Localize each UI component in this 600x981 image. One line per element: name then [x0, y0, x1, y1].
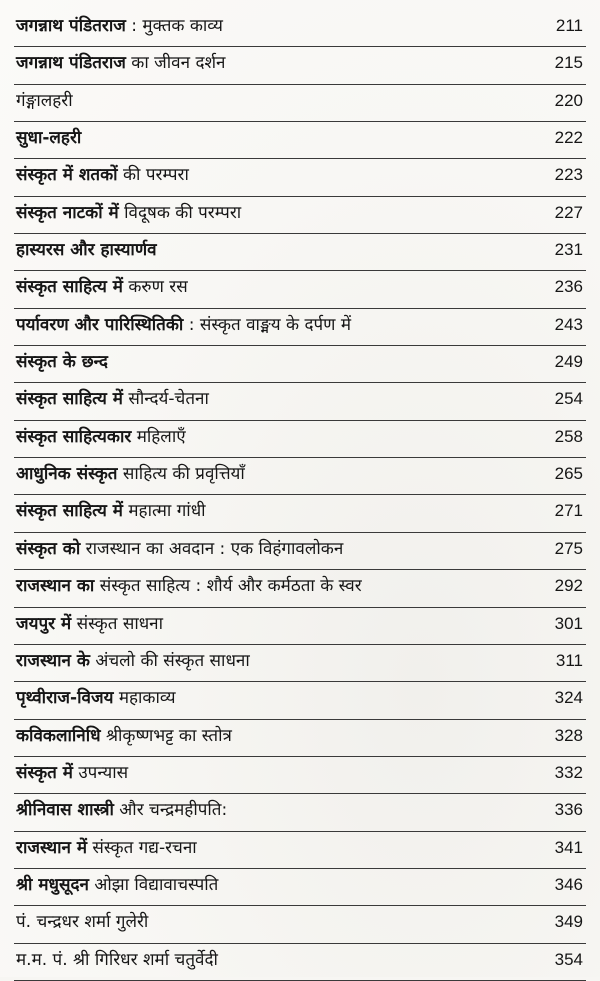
- toc-entry-title: [16, 126, 81, 150]
- toc-entry-title-bold: हास्यरस और हास्यार्णव: [16, 240, 157, 261]
- toc-entry: [14, 10, 586, 47]
- toc-entry: [14, 197, 586, 234]
- toc-entry: [14, 234, 586, 271]
- toc-entry-title: [16, 201, 241, 225]
- toc-entry-title: [16, 873, 218, 897]
- toc-entry-page-number: 223: [554, 165, 583, 185]
- toc-entry: [14, 495, 586, 532]
- toc-entry-title: [16, 537, 343, 561]
- toc-entry-title: [16, 724, 232, 748]
- toc-entry-title-bold: संस्कृत साहित्यकार: [16, 426, 132, 447]
- toc-entry-page-number: 271: [554, 501, 583, 521]
- toc-entry-title: [16, 89, 73, 113]
- toc-entry-page-number: 243: [554, 314, 583, 334]
- toc-entry: [14, 159, 586, 196]
- toc-entry-title-rest: महात्मा गांधी: [122, 501, 206, 522]
- toc-entry-page-number: 220: [554, 90, 583, 110]
- toc-entry-title: [16, 350, 108, 374]
- toc-entry-title: [16, 51, 225, 75]
- toc-entry-page-number: 231: [554, 240, 583, 260]
- toc-entry: [14, 458, 586, 495]
- toc-entry: [14, 570, 586, 607]
- toc-entry-title: [16, 686, 176, 710]
- toc-entry: [14, 533, 586, 570]
- toc-entry-page-number: 222: [554, 128, 583, 148]
- toc-entry-title-bold: संस्कृत साहित्य में: [16, 277, 123, 298]
- toc-entry-title-bold: श्रीनिवास शास्त्री: [16, 800, 114, 821]
- toc-entry: [14, 720, 586, 757]
- toc-entry-page-number: 236: [554, 277, 583, 297]
- toc-entry-page-number: 301: [554, 613, 583, 633]
- toc-entry-page-number: 292: [554, 576, 583, 596]
- toc-entry-title: [16, 499, 206, 523]
- toc-entry-title-rest: अंचलो की संस्कृत साधना: [89, 650, 250, 671]
- toc-entry-title: [16, 798, 227, 822]
- toc-entry-page-number: 311: [555, 650, 583, 670]
- toc-entry-title-bold: राजस्थान का: [16, 576, 95, 597]
- toc-entry-title-rest: : मुक्तक काव्य: [125, 16, 223, 36]
- toc-entry: [14, 122, 586, 159]
- toc-entry-title-bold: कविकलानिधि: [16, 725, 101, 746]
- toc-entry: [14, 645, 586, 682]
- toc-entry-page-number: 349: [554, 912, 583, 932]
- toc-entry-title: [16, 387, 209, 411]
- toc-entry-title-bold: सुधा-लहरी: [16, 128, 82, 149]
- toc-entry: [14, 271, 586, 308]
- toc-entry-title: [16, 948, 218, 972]
- toc-entry-title: [16, 14, 223, 38]
- toc-entry-title-bold: संस्कृत नाटकों में: [16, 202, 119, 223]
- toc-entry: [14, 346, 586, 383]
- toc-entry: [14, 608, 586, 645]
- toc-entry-page-number: 258: [554, 426, 583, 446]
- toc-entry-title-bold: संस्कृत में: [16, 762, 73, 783]
- toc-entry-title-bold: संस्कृत को: [16, 538, 81, 559]
- toc-entry-title: [16, 163, 189, 187]
- toc-entry-title-rest: का जीवन दर्शन: [125, 53, 226, 74]
- toc-entry-title-rest: संस्कृत साधना: [71, 613, 164, 634]
- toc-entry-title-bold: आधुनिक संस्कृत: [16, 464, 118, 485]
- toc-entry-title-rest: राजस्थान का अवदान : एक विहंगावलोकन: [80, 538, 344, 559]
- toc-entry-title-rest: उपन्यास: [72, 762, 129, 783]
- toc-entry: [14, 906, 586, 943]
- toc-entry-title-rest: विदूषक की परम्परा: [118, 202, 242, 223]
- toc-entry-page-number: 354: [554, 949, 583, 969]
- toc-entry-title-rest: और चन्द्रमहीपति:: [113, 800, 228, 821]
- table-of-contents: [14, 10, 586, 981]
- toc-entry-title: [16, 836, 197, 860]
- toc-entry-page-number: 328: [554, 725, 583, 745]
- toc-entry-title: [16, 313, 351, 337]
- toc-entry-page-number: 275: [554, 538, 583, 558]
- toc-entry: [14, 383, 586, 420]
- toc-entry-title-rest: संस्कृत साहित्य : शौर्य और कर्मठता के स्वर: [94, 576, 362, 597]
- toc-entry-title-rest: गंङ्गालहरी: [16, 90, 73, 111]
- toc-entry-title-bold: जगन्नाथ पंडितराज: [16, 53, 126, 74]
- toc-entry: [14, 757, 586, 794]
- toc-entry-page-number: 346: [554, 874, 583, 894]
- toc-entry-title-bold: पृथ्वीराज-विजय: [16, 688, 114, 709]
- toc-entry-page-number: 265: [554, 464, 583, 484]
- toc-entry: [14, 682, 586, 719]
- toc-entry-title-bold: संस्कृत साहित्य में: [16, 389, 123, 410]
- toc-entry-page-number: 336: [554, 800, 583, 820]
- toc-entry: [14, 832, 586, 869]
- toc-entry-page-number: 211: [555, 16, 583, 35]
- toc-entry-title-rest: म.म. पं. श्री गिरिधर शर्मा चतुर्वेदी: [16, 949, 218, 970]
- toc-entry: [14, 869, 586, 906]
- toc-entry-title-rest: महिलाएँ: [131, 426, 186, 447]
- toc-entry-title-rest: श्रीकृष्णभट्ट का स्तोत्र: [100, 725, 232, 746]
- toc-entry-title: [16, 574, 362, 598]
- toc-entry-title: [16, 425, 186, 449]
- toc-entry-page-number: 215: [554, 53, 583, 73]
- toc-entry-title-bold: पर्यावरण और पारिस्थितिकी: [16, 314, 184, 335]
- toc-entry-title-rest: पं. चन्द्रधर शर्मा गुलेरी: [16, 912, 149, 933]
- toc-entry-title: [16, 612, 163, 636]
- toc-entry-title: [16, 238, 157, 262]
- toc-entry-title-rest: की परम्परा: [117, 165, 189, 186]
- toc-entry-title-bold: श्री मधुसूदन: [16, 874, 89, 895]
- toc-entry-title-rest: सौन्दर्य-चेतना: [122, 389, 209, 410]
- toc-entry: [14, 85, 586, 122]
- toc-entry-title-bold: राजस्थान में: [16, 837, 88, 858]
- toc-entry-title: [16, 649, 250, 673]
- toc-entry-title-rest: संस्कृत गद्य-रचना: [87, 837, 197, 858]
- toc-entry-title-bold: संस्कृत साहित्य में: [16, 501, 123, 522]
- toc-entry-title-rest: महाकाव्य: [113, 688, 176, 709]
- toc-entry-page-number: 341: [554, 837, 583, 857]
- toc-entry-page-number: 254: [554, 389, 583, 409]
- toc-entry-title: [16, 275, 188, 299]
- toc-entry: [14, 309, 586, 346]
- toc-entry: [14, 47, 586, 84]
- toc-entry: [14, 944, 586, 981]
- toc-entry-title: [16, 462, 245, 486]
- toc-entry-title: [16, 910, 148, 934]
- toc-entry-title-bold: संस्कृत के छन्द: [16, 352, 108, 373]
- toc-entry-page-number: 227: [554, 202, 583, 222]
- toc-entry-title-rest: करुण रस: [122, 277, 188, 298]
- toc-entry: [14, 794, 586, 831]
- toc-entry-title-bold: जगन्नाथ पंडितराज: [16, 16, 126, 36]
- toc-entry-page-number: 249: [554, 352, 583, 372]
- toc-entry-title-rest: साहित्य की प्रवृत्तियाँ: [117, 464, 245, 485]
- toc-entry: [14, 421, 586, 458]
- toc-entry-title-bold: संस्कृत में शतकों: [16, 165, 118, 186]
- toc-entry-page-number: 324: [554, 688, 583, 708]
- toc-entry-title-bold: राजस्थान के: [16, 650, 90, 671]
- toc-entry-title: [16, 761, 128, 785]
- toc-entry-title-bold: जयपुर में: [16, 613, 72, 634]
- toc-entry-title-rest: ओझा विद्यावाचस्पति: [88, 874, 219, 895]
- toc-entry-title-rest: : संस्कृत वाङ्मय के दर्पण में: [183, 314, 351, 335]
- toc-entry-page-number: 332: [554, 762, 583, 782]
